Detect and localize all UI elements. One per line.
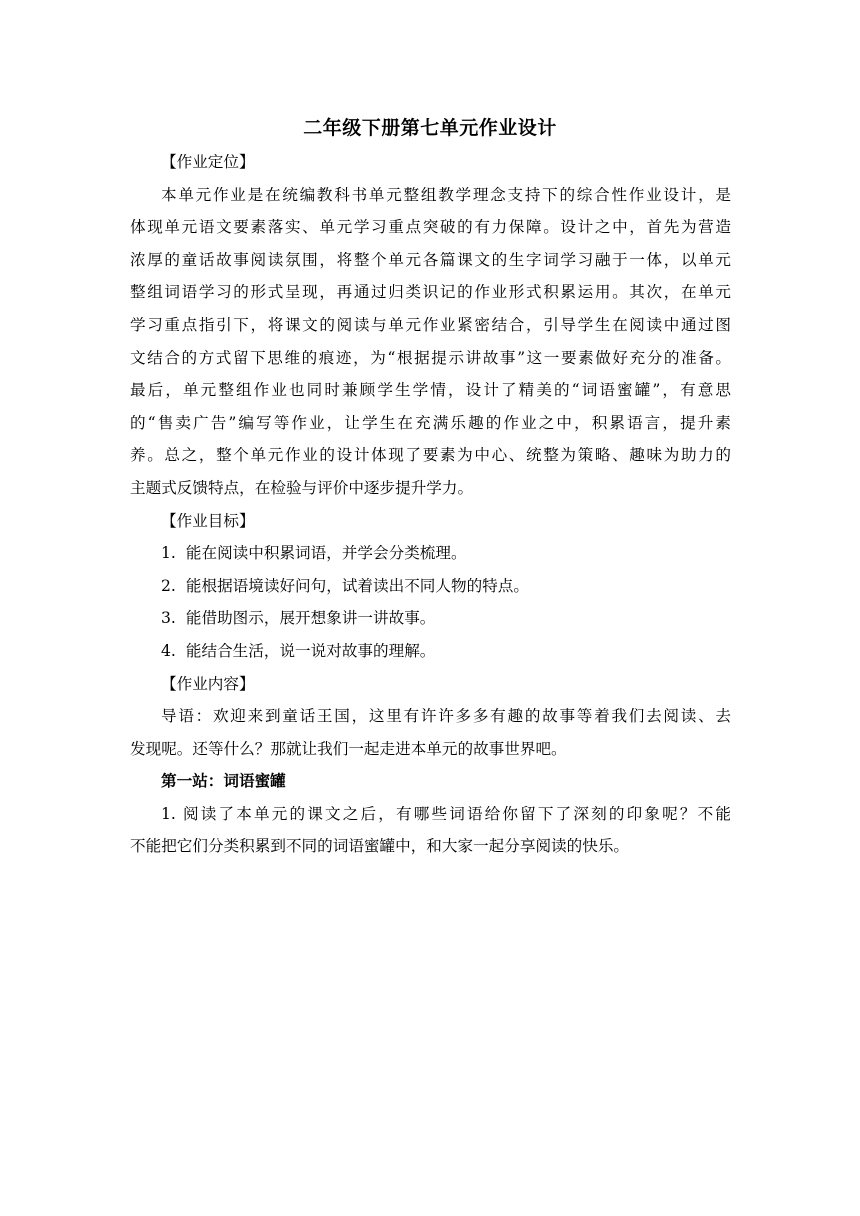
task-line: 不能把它们分类积累到不同的词语蜜罐中，和大家一起分享阅读的快乐。 bbox=[130, 837, 630, 856]
paragraph-line: 最后，单元整组作业也同时兼顾学生学情，设计了精美的“词语蜜罐”，有意思 bbox=[130, 381, 731, 400]
goal-number: 2. bbox=[161, 576, 176, 595]
document-body bbox=[130, 146, 731, 863]
paragraph-line: 浓厚的童话故事阅读氛围，将整个单元各篇课文的生字词学习融于一体，以单元 bbox=[130, 250, 731, 269]
goal-item bbox=[130, 602, 731, 635]
station-title: 第一站：词语蜜罐 bbox=[161, 772, 286, 791]
goal-text: 能结合生活，说一说对故事的理解。 bbox=[185, 641, 436, 660]
paragraph-line: 体现单元语文要素落实、单元学习重点突破的有力保障。设计之中，首先为营造 bbox=[130, 218, 731, 237]
paragraph-line: 文结合的方式留下思维的痕迹，为“根据提示讲故事”这一要素做好充分的准备。 bbox=[130, 348, 731, 367]
paragraph-line: 养。总之，整个单元作业的设计体现了要素为中心、统整为策略、趣味为助力的 bbox=[130, 446, 731, 465]
goal-number: 4. bbox=[161, 641, 176, 660]
goal-item bbox=[130, 570, 731, 603]
goal-text: 能根据语境读好问句，试着读出不同人物的特点。 bbox=[185, 576, 529, 595]
paragraph-line: 的“售卖广告”编写等作业，让学生在充满乐趣的作业之中，积累语言，提升素 bbox=[130, 413, 731, 432]
paragraph-line: 本单元作业是在统编教科书单元整组教学理念支持下的综合性作业设计，是 bbox=[161, 185, 731, 204]
paragraph-line: 主题式反馈特点，在检验与评价中逐步提升学力。 bbox=[130, 478, 474, 497]
page-title: 二年级下册第七单元作业设计 bbox=[303, 117, 557, 139]
paragraph-line: 整组词语学习的形式呈现，再通过归类识记的作业形式积累运用。其次，在单元 bbox=[130, 283, 731, 302]
goal-number: 1. bbox=[161, 544, 176, 563]
section-heading-positioning: 【作业定位】 bbox=[161, 153, 255, 171]
goal-number: 3. bbox=[161, 609, 176, 628]
paragraph-line: 学习重点指引下，将课文的阅读与单元作业紧密结合，引导学生在阅读中通过图 bbox=[130, 315, 731, 334]
intro-line: 导语：欢迎来到童话王国，这里有许许多多有趣的故事等着我们去阅读、去 bbox=[161, 707, 731, 726]
section-heading-content: 【作业内容】 bbox=[161, 674, 255, 693]
task-line: 1. 阅读了本单元的课文之后，有哪些词语给你留下了深刻的印象呢？不能 bbox=[161, 804, 731, 823]
goal-item bbox=[130, 537, 731, 570]
intro-line: 发现呢。还等什么？那就让我们一起走进本单元的故事世界吧。 bbox=[130, 739, 567, 758]
section-heading-goals: 【作业目标】 bbox=[161, 511, 255, 530]
goal-text: 能在阅读中积累词语，并学会分类梳理。 bbox=[185, 544, 467, 563]
goal-item bbox=[130, 635, 731, 668]
goal-text: 能借助图示，展开想象讲一讲故事。 bbox=[185, 609, 436, 628]
